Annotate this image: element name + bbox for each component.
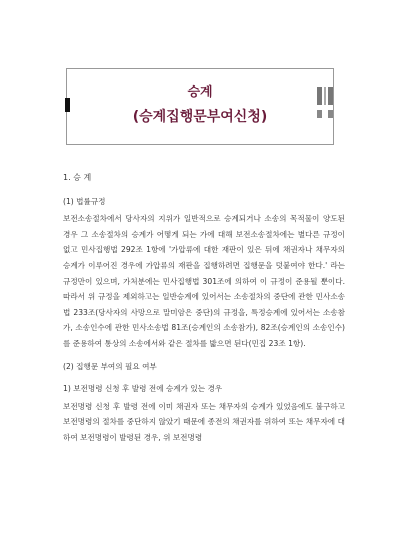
title-right-marker bbox=[317, 87, 333, 105]
document-title: 승계 bbox=[187, 85, 213, 100]
title-box bbox=[66, 68, 334, 145]
document-body bbox=[63, 170, 345, 446]
document-subtitle: (승계집행문부여신청) bbox=[132, 109, 268, 125]
subsection-heading-3: 1) 보전명령 신청 후 발령 전에 승계가 있는 경우 bbox=[63, 384, 223, 394]
section-heading: 1. 승 계 bbox=[63, 173, 92, 182]
paragraph-1: 보전소송절차에서 당사자의 지위가 일반적으로 승계되거나 소송의 목적물이 양도된 경우 그 소송절차의 승계가 어떻게 되는 가에 대해 보전소송절차에는 별다른 규정이 없고 민사집행법 292조 1항에 '가압류에 대한 재판이 있은 뒤에 채권자나 채무자의 승계가 이루어진 경우에 가압류의 재판을 집행하려면 집행문을 덧붙여야 한다.' 라는 규정만이 있으며, 가처분에는 민사집행법 301조에 의하여 이 규정이 준용될 뿐이다. 따라서 위 규정을 제외하고는 일반승계에 있어서는 소송절차의 중단에 관한 민사소송법 233조(당사자의 사망으로 말미암은 중단)의 규정을, 특정승계에 있어서는 소송참가, 소송인수에 관한 민사소송법 81조(승계인의 소송참가), 82조(승계인의 소송인수)를 준용하여 통상의 소송에서와 같은 절차를 밟으면 된다(민집 23조 1항). bbox=[63, 214, 345, 348]
subsection-heading-1: (1) 법률규정 bbox=[63, 196, 106, 206]
paragraph-2: 보전명령 신청 후 발령 전에 이미 채권자 또는 채무자의 승계가 있었음에도 불구하고 보전명령의 절차를 중단하지 않았기 때문에 종전의 채권자를 위하여 또는 채무자에 대하여 보전명령이 발령된 경우, 위 보전명령 bbox=[63, 401, 345, 442]
subsection-heading-2: (2) 집행문 부여의 필요 여부 bbox=[63, 361, 157, 371]
title-left-marker bbox=[65, 98, 70, 112]
title-right-marker-small bbox=[317, 110, 333, 118]
